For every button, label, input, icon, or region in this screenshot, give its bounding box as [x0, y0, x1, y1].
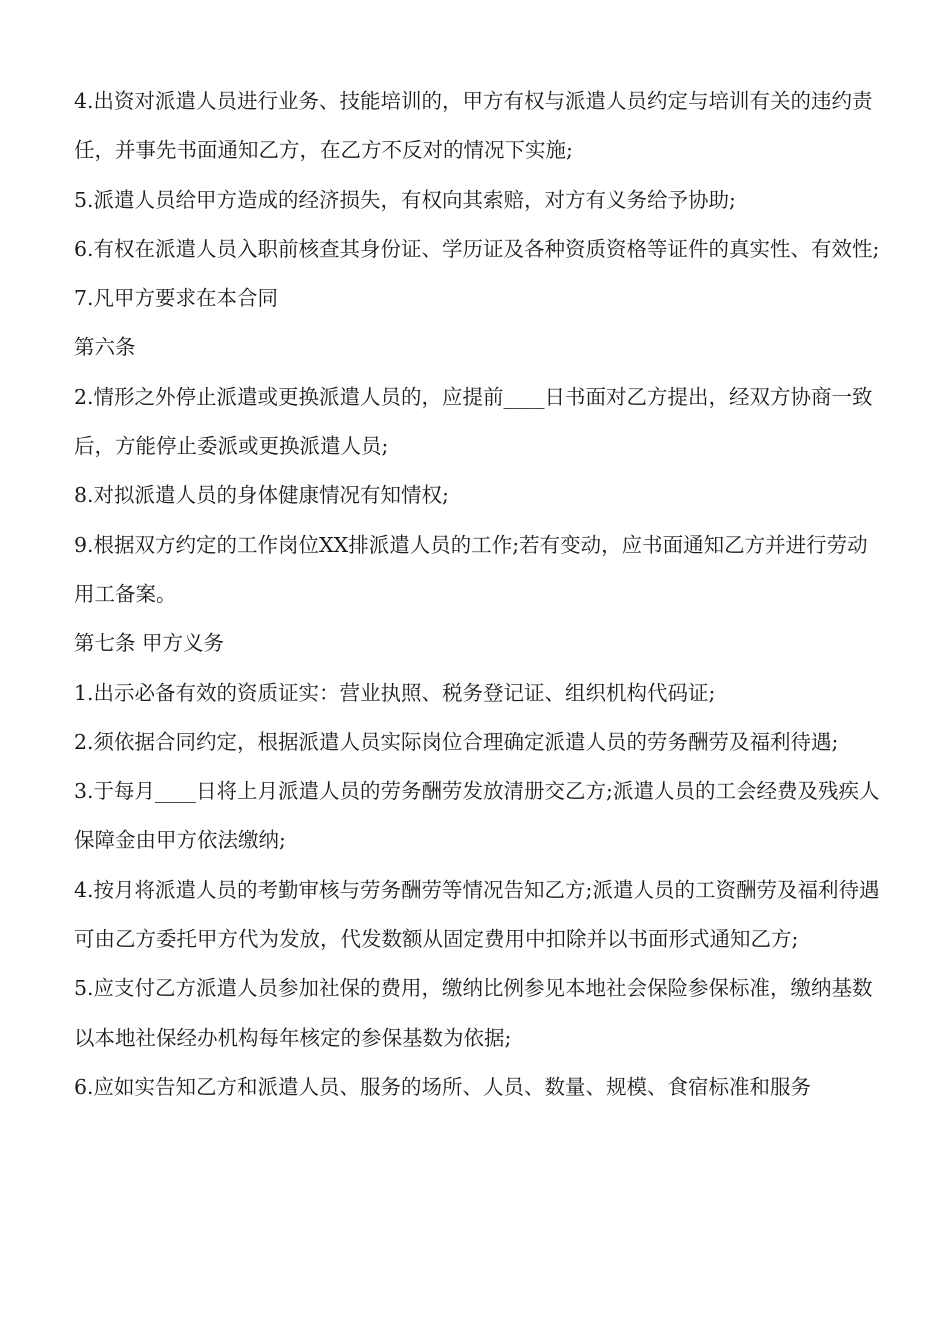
clause-paragraph: 9.根据双方约定的工作岗位XX排派遣人员的工作;若有变动，应书面通知乙方并进行劳动用工备案。 [74, 532, 868, 606]
clause-paragraph: 6.应如实告知乙方和派遣人员、服务的场所、人员、数量、规模、食宿标准和服务 [74, 1074, 812, 1099]
article-heading: 第七条 甲方义务 [74, 631, 225, 656]
clause-paragraph: 7.凡甲方要求在本合同 [74, 286, 279, 311]
clause-paragraph: 1.出示必备有效的资质证实：营业执照、税务登记证、组织机构代码证; [74, 680, 716, 705]
clause-paragraph: 5.应支付乙方派遣人员参加社保的费用，缴纳比例参见本地社会保险参保标准，缴纳基数以本地社保经办机构每年核定的参保基数为依据; [74, 976, 873, 1050]
clause-paragraph: 6.有权在派遣人员入职前核查其身份证、学历证及各种资质资格等证件的真实性、有效性; [74, 236, 880, 261]
clause-paragraph: 2.情形之外停止派遣或更换派遣人员的，应提前____日书面对乙方提出，经双方协商一致后，方能停止委派或更换派遣人员; [74, 384, 873, 459]
clause-paragraph: 2.须依据合同约定，根据派遣人员实际岗位合理确定派遣人员的劳务酬劳及福利待遇; [74, 729, 839, 754]
article-heading: 第六条 [74, 335, 136, 360]
document-page [74, 77, 880, 1112]
clause-paragraph: 5.派遣人员给甲方造成的经济损失，有权向其索赔，对方有义务给予协助; [74, 187, 736, 212]
clause-paragraph: 3.于每月____日将上月派遣人员的劳务酬劳发放清册交乙方;派遣人员的工会经费及残疾人保障金由甲方依法缴纳; [74, 779, 880, 853]
clause-paragraph: 4.按月将派遣人员的考勤审核与劳务酬劳等情况告知乙方;派遣人员的工资酬劳及福利待遇可由乙方委托甲方代为发放，代发数额从固定费用中扣除并以书面形式通知乙方; [74, 877, 880, 952]
clause-paragraph: 4.出资对派遣人员进行业务、技能培训的，甲方有权与派遣人员约定与培训有关的违约责任，并事先书面通知乙方，在乙方不反对的情况下实施; [74, 89, 873, 163]
clause-paragraph: 8.对拟派遣人员的身体健康情况有知情权; [74, 483, 449, 508]
